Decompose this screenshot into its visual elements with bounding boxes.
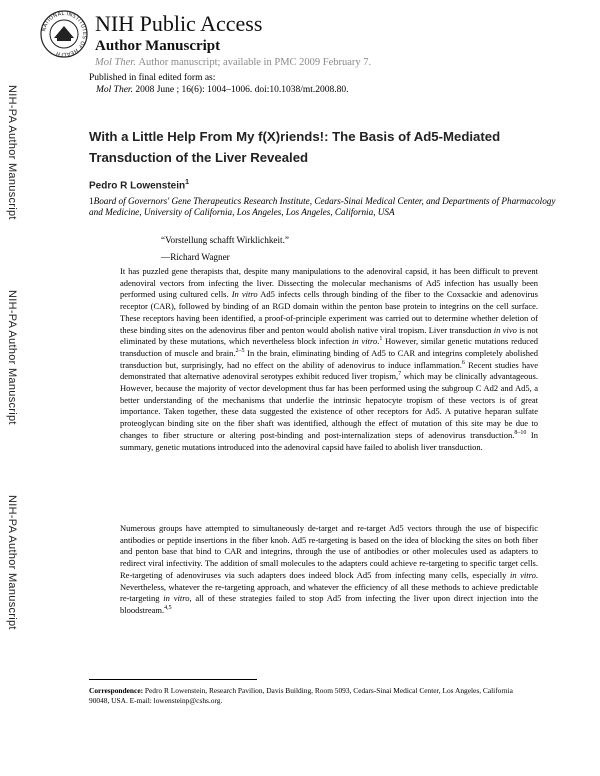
reference-link[interactable]: 4,5 bbox=[164, 605, 172, 612]
p1-text: is not eliminated by these mutations, which nevertheless block infection bbox=[120, 324, 538, 347]
citation-details: 2008 June ; 16(6): 1004–1006. doi:10.1038/mt.2008.80. bbox=[135, 85, 349, 95]
sidebar-label-middle: NIH-PA Author Manuscript bbox=[6, 290, 18, 425]
affiliation-number: 1 bbox=[89, 196, 94, 206]
availability-journal: Mol Ther. bbox=[95, 57, 136, 68]
author-affiliation bbox=[89, 196, 559, 218]
author-name: Pedro R Lowenstein bbox=[89, 180, 186, 192]
footnote-divider bbox=[89, 679, 257, 680]
author-manuscript-subtitle: Author Manuscript bbox=[95, 38, 221, 54]
p2-text: , all of these strategies failed to stop Ad5 from infecting the liver upon direct injection into the bloodstream. bbox=[120, 593, 538, 615]
p1-italic: In vitro bbox=[231, 289, 258, 300]
sidebar-label-top: NIH-PA Author Manuscript bbox=[6, 85, 18, 220]
p1-text: Ad5 infects cells through binding of the fiber to the Coxsackie and adenovirus receptor (CAR), followed by binding of an RGD domain within the penton base protein to integrins on the cell surface. These receptors having been identified, a proof-of-principle experiment was carried out to determine whether deletion of these binding sites on the adenovirus fiber and penton would abolish native viral tropism. Liver transduction bbox=[120, 289, 538, 335]
reference-link[interactable]: 6 bbox=[461, 359, 465, 366]
p1-text: However, similar genetic mutations reduced transduction of muscle and brain. bbox=[120, 336, 538, 358]
nih-public-access-title: NIH Public Access bbox=[95, 11, 263, 36]
citation-line bbox=[96, 85, 349, 95]
correspondence-text: Pedro R Lowenstein, Research Pavilion, Davis Building, Room 5093, Cedars-Sinai Medical Center, Los Angeles, California 90048, USA. E-mail: lowensteinp@cshs.org. bbox=[89, 686, 513, 705]
epigraph-quote: “Vorstellung schafft Wirklichkeit.” bbox=[161, 235, 289, 245]
reference-link[interactable]: 7 bbox=[398, 371, 402, 378]
author-affiliation-mark: 1 bbox=[185, 179, 190, 186]
reference-link[interactable]: 1 bbox=[379, 336, 383, 343]
availability-note bbox=[95, 57, 371, 68]
p1-text: . bbox=[377, 336, 380, 347]
availability-text: Author manuscript; available in PMC 2009 February 7. bbox=[138, 57, 372, 68]
nih-seal-logo bbox=[40, 10, 88, 58]
published-in-label: Published in final edited form as: bbox=[89, 73, 216, 83]
article-title: With a Little Help From My f(X)riends!: The Basis of Ad5-Mediated Transduction of the Liver Revealed bbox=[89, 129, 501, 165]
reference-link[interactable]: 8–10 bbox=[514, 430, 527, 437]
p1-italic: in vivo bbox=[493, 324, 517, 335]
p2-italic: in vitro bbox=[509, 569, 536, 580]
body-paragraph-2 bbox=[120, 523, 538, 617]
p1-text: It has puzzled gene therapists that, despite many manipulations to the adenoviral capsid, it has been difficult to prevent adenoviral vectors from infecting the liver. Dissecting the molecular mechanisms of Ad5 infection has usually been performed using cultured cells. bbox=[120, 266, 538, 300]
seal-text: NATIONAL INSTITUTES OF HEALTH bbox=[41, 10, 88, 58]
p1-italic: in vitro bbox=[352, 336, 378, 347]
reference-link[interactable]: 2–5 bbox=[235, 348, 245, 355]
p1-text: In summary, genetic mutations introduced into the adenoviral capsid have failed to abolish liver transduction. bbox=[120, 429, 538, 452]
p1-text: In the brain, eliminating binding of Ad5 to CAR and integrins completely abolished transduction but, surprisingly, had no effect on the ability of adenovirus to induce inflammation. bbox=[120, 347, 538, 370]
article-author bbox=[89, 179, 189, 191]
affiliation-text: Board of Governors' Gene Therapeutics Research Institute, Cedars-Sinai Medical Center, and Departments of Pharmacology and Medicine, University of California, Los Angeles, Los Angeles, California, USA bbox=[89, 196, 556, 217]
sidebar-label-bottom: NIH-PA Author Manuscript bbox=[6, 495, 18, 630]
correspondence-label: Correspondence: bbox=[89, 686, 144, 695]
citation-journal: Mol Ther. bbox=[96, 85, 133, 95]
p2-text: . Nevertheless, whatever the re-targeting approach, and whatever the efficiency of all these methods to achieve predictable re-targeting bbox=[120, 569, 538, 604]
correspondence-footnote bbox=[89, 686, 519, 706]
p2-italic: in vitro bbox=[163, 593, 190, 604]
p1-text: which may be clinically advantageous. However, because the majority of vector development thus far has been performed using the subgroup C Ad2 and Ad5, a better understanding of the mechanisms that underlie the intrinsic hepatocyte tropism of these vectors is of great importance. Taken together, these data suggested the existence of other receptors for Ad5. A putative heparan sulfate proteoglycan binding site on the fiber shaft was identified, although the effect of mutation of this site may be due to changes to fiber structure or altering post-binding and post-internalization steps of adenovirus transduction. bbox=[120, 371, 538, 440]
body-paragraph-1 bbox=[120, 266, 538, 453]
p1-text: Recent studies have demonstrated that alternative adenoviral serotypes exhibit reduced liver tropism, bbox=[120, 359, 538, 382]
p2-text: Numerous groups have attempted to simultaneously de-target and re-target Ad5 vectors through the use of bispecific antibodies or peptide insertions in the fiber knob. Ad5 re-targeting is based on the idea of blocking the sites on both fiber and penton base that bind to CAR and integrins, through the use of antibodies or other molecules used as adapters to redirect viral infectivity. The addition of small molecules to the adapters could achieve re-targeting to specific target cells. Re-targeting of adenoviruses via such adapters does indeed block Ad5 from infecting many cells, especially bbox=[120, 523, 538, 580]
epigraph-attribution: —Richard Wagner bbox=[161, 252, 230, 262]
